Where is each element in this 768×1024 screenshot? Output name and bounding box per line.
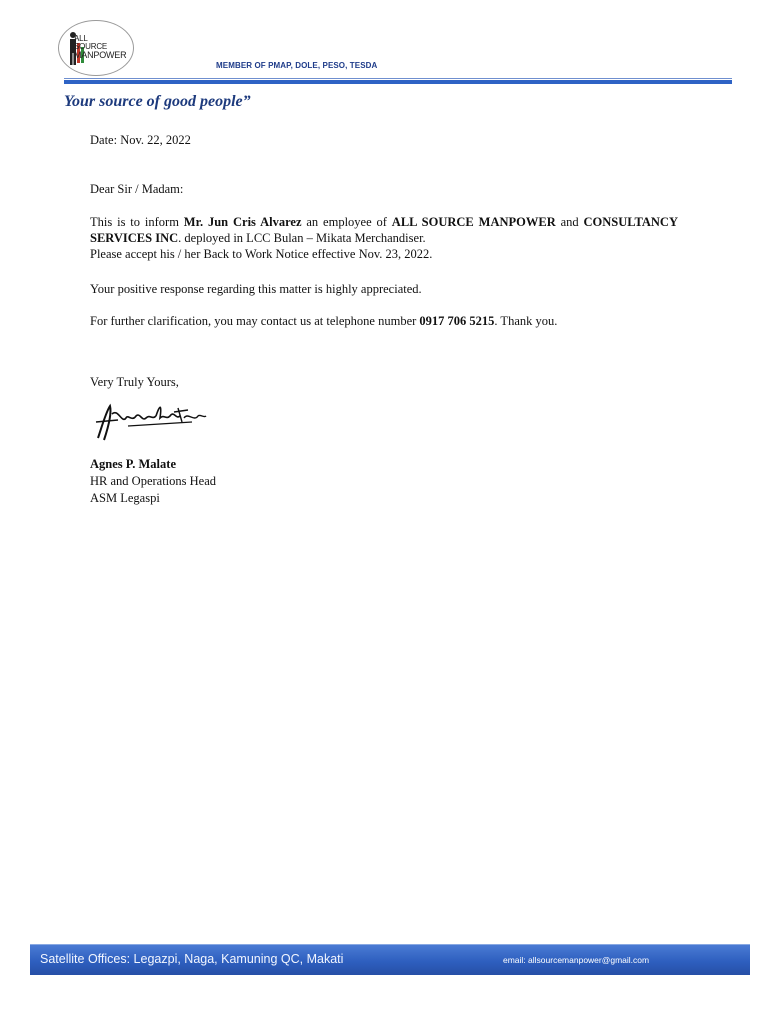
logo-line-3: MANPOWER xyxy=(74,50,127,60)
signer-office: ASM Legaspi xyxy=(90,491,160,505)
employee-name: Mr. Jun Cris Alvarez xyxy=(183,215,302,229)
telephone-number: 0917 706 5215 xyxy=(419,314,495,328)
logo-line-1: ALL xyxy=(74,34,88,43)
footer-email: email: allsourcemanpower@gmail.com xyxy=(503,955,650,965)
letter-date: Date: Nov. 22, 2022 xyxy=(90,133,191,147)
p1-text-1: This is to inform xyxy=(90,215,184,229)
company-logo xyxy=(58,20,134,76)
signer-name: Agnes P. Malate xyxy=(90,457,176,471)
company-name-1: ALL SOURCE MANPOWER xyxy=(391,215,556,229)
p1-text-5: Please accept his / her Back to Work Notice effective Nov. 23, 2022. xyxy=(90,247,433,261)
header-rule-thin xyxy=(64,78,732,79)
letter-closing: Very Truly Yours, xyxy=(90,375,179,389)
signer-title: HR and Operations Head xyxy=(90,474,217,488)
tagline: Your source of good people” xyxy=(64,93,251,110)
letter-paragraph-1 xyxy=(90,214,678,262)
p3-text-1: For further clarification, you may contact us at telephone number xyxy=(90,314,420,328)
handwritten-signature xyxy=(88,400,208,449)
logo-wordmark xyxy=(74,35,126,59)
signer-block xyxy=(90,456,216,507)
letter-salutation: Dear Sir / Madam: xyxy=(90,182,184,196)
letter-paragraph-3 xyxy=(90,314,557,329)
logo-line-2: SOURCE xyxy=(74,42,108,51)
letter-paragraph-2: Your positive response regarding this matter is highly appreciated. xyxy=(90,282,422,296)
p1-text-2: an employee of xyxy=(301,215,392,229)
membership-line: MEMBER OF PMAP, DOLE, PESO, TESDA xyxy=(216,61,378,70)
company-name-2: CONSULTANCY SERVICES INC xyxy=(90,215,678,245)
footer-bar xyxy=(30,944,750,975)
header-rule-thick xyxy=(64,80,732,84)
p1-text-4: . deployed in LCC Bulan – Mikata Merchandiser. xyxy=(178,231,426,245)
p3-text-2: . Thank you. xyxy=(494,314,558,328)
p1-text-3: and xyxy=(555,215,579,229)
satellite-offices: Satellite Offices: Legazpi, Naga, Kamuning QC, Makati xyxy=(40,952,344,966)
